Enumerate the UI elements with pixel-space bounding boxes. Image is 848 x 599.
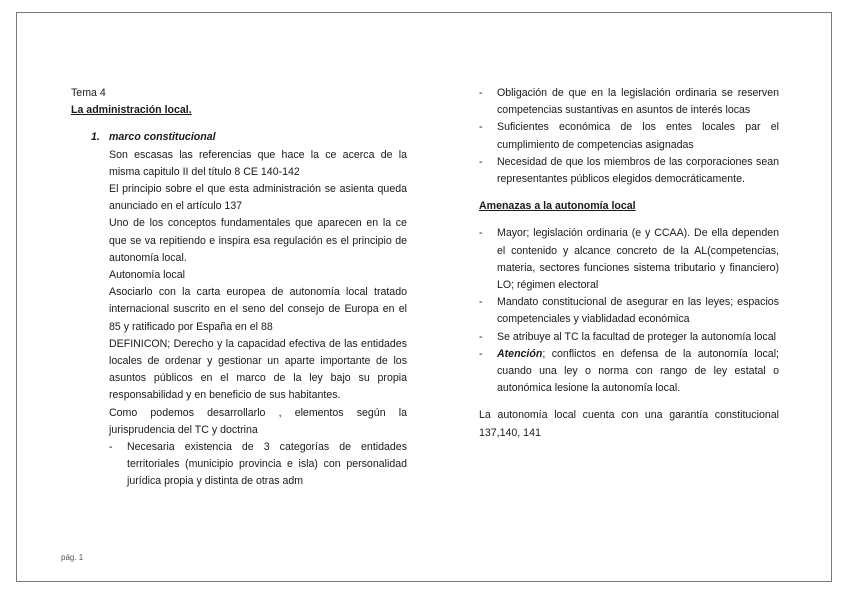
section-body: [109, 147, 407, 439]
document-title: La administración local.: [71, 104, 192, 117]
paragraph: Asociarlo con la carta europea de autonomía local tratado internacional suscrito en el seno del consejo de Europa en el 85 y ratificado por España en el 88: [109, 286, 407, 333]
attention-text: ; conflictos en defensa de la autonomía local; cuando una ley o norma con rango de ley estatal o autonómica lesione la autonomía local.: [497, 347, 779, 395]
section-number: 1.: [91, 131, 100, 144]
list-item: - Mayor; legislación ordinaria (e y CCAA). De ella dependen el contenido y alcance concreto de la AL(competencias, materia, sectores funciones sistema tributario y financiero) LO; régimen electoral: [479, 225, 779, 294]
elements-list-continued: [479, 85, 779, 188]
section-heading: [91, 129, 407, 146]
paragraph: El principio sobre el que esta administración se asienta queda anunciado en el artículo 137: [109, 183, 407, 213]
left-column: [71, 85, 407, 491]
section-title: marco constitucional: [109, 131, 216, 144]
page-number: pág. 1: [61, 553, 84, 562]
threats-list: [479, 225, 779, 397]
list-item: - Mandato constitucional de asegurar en las leyes; espacios competenciales y viablidadad económica: [479, 294, 779, 328]
paragraph: Uno de los conceptos fundamentales que aparecen en la ce que se va repitiendo e inspira esa regulación es el principio de autonomía local.: [109, 217, 407, 264]
list-item: - Obligación de que en la legislación ordinaria se reserven competencias sustantivas en asuntos de interés locas: [479, 85, 779, 119]
list-item: - Necesaria existencia de 3 categorías de entidades territoriales (municipio provincia e isla) con personalidad jurídica propia y distinta de otras adm: [109, 439, 407, 491]
threats-heading: Amenazas a la autonomía local: [479, 200, 636, 213]
list-item: - Se atribuye al TC la facultad de proteger la autonomía local: [479, 329, 779, 346]
attention-label: Atención: [497, 347, 543, 360]
right-column: [479, 85, 779, 442]
document-page: [16, 12, 832, 582]
paragraph: Como podemos desarrollarlo , elementos según la jurisprudencia del TC y doctrina: [109, 406, 407, 436]
closing-paragraph: La autonomía local cuenta con una garantía constitucional 137,140, 141: [479, 409, 779, 439]
list-item: - Suficientes económica de los entes locales par el cumplimiento de competencias asignadas: [479, 119, 779, 153]
elements-list: [109, 439, 407, 491]
paragraph: DEFINICON; Derecho y la capacidad efectiva de las entidades locales de ordenar y gestionar un aparte importante de los asuntos públicos en el marco de la ley bajo su propia responsabilidad y en beneficio de sus habitantes.: [109, 337, 407, 402]
list-item-attention: [479, 346, 779, 398]
paragraph: Autonomía local: [109, 269, 185, 282]
list-item: - Necesidad de que los miembros de las corporaciones sean representantes públicos elegidos democráticamente.: [479, 154, 779, 188]
paragraph: Son escasas las referencias que hace la ce acerca de la misma capitulo II del título 8 CE 140-142: [109, 148, 407, 178]
topic-label: Tema 4: [71, 87, 106, 99]
